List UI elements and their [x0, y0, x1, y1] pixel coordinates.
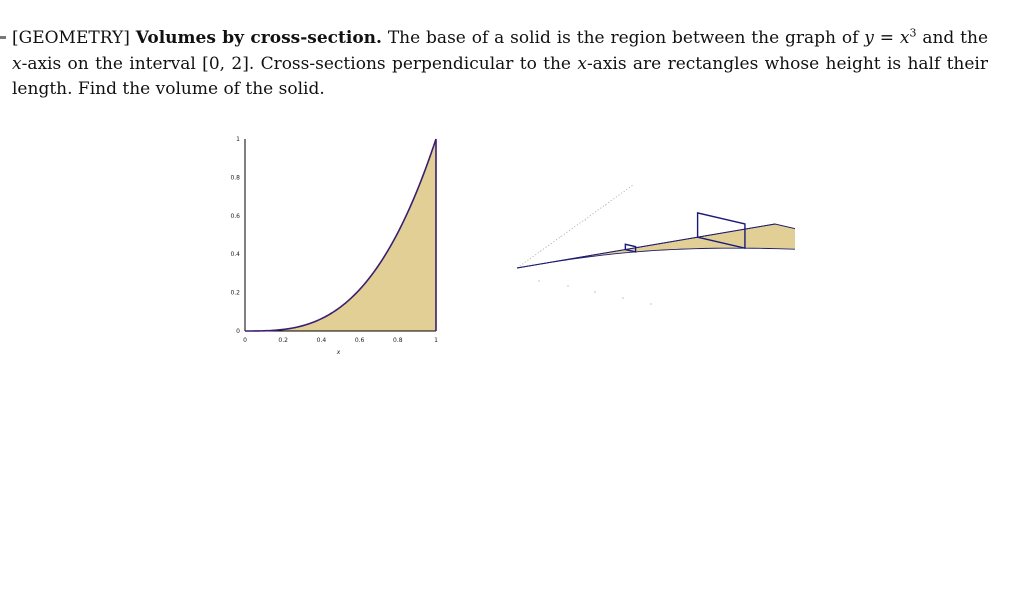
axis-tick-mark [567, 285, 568, 286]
solid-3d-figure [505, 180, 795, 320]
equation-exponent: 3 [909, 26, 917, 40]
shaded-region [245, 139, 436, 331]
problem-sentence-4: -axis are rectangles whose height is half their length. Find the volume of the solid. [12, 53, 988, 99]
back-axis [517, 185, 633, 268]
axis-tick-label: · [585, 218, 587, 223]
x-tick-label: 0.4 [316, 337, 327, 344]
y-tick-label: 0.6 [230, 212, 240, 220]
problem-statement [0, 26, 1000, 103]
problem-tag: [GEOMETRY] [12, 28, 130, 48]
axis-tick-mark [650, 303, 651, 304]
x-tick-label: 0 [243, 337, 247, 344]
problem-heading: Volumes by cross-section. [135, 28, 382, 48]
problem-sentence-3: -axis on the interval [0, 2]. Cross-sections perpendicular to the [21, 53, 571, 74]
solid-3d-svg [505, 180, 795, 320]
axis-tick-label: · [540, 249, 542, 254]
equation-x: x [899, 28, 910, 48]
y-tick-label: 1 [236, 136, 240, 143]
list-marker [0, 36, 6, 39]
area-plot [222, 128, 454, 380]
x-tick-label: 0.2 [278, 337, 288, 344]
x-tick-label: 1 [434, 337, 438, 344]
problem-sentence-1: The base of a solid is the region between the graph of [387, 28, 859, 48]
axis-tick-mark [622, 297, 623, 298]
variable-x: x [12, 53, 22, 74]
y-tick-label: 0 [236, 328, 240, 335]
equation-y: y [864, 28, 874, 48]
problem-text [12, 26, 988, 103]
axis-tick-label: · [605, 203, 607, 208]
plot-svg [222, 128, 454, 380]
x-axis-label: x [336, 349, 341, 356]
y-tick-label: 0.2 [230, 289, 240, 297]
x-tick-label: 0.8 [393, 337, 403, 344]
base-region [517, 224, 795, 268]
y-tick-label: 0.4 [230, 251, 240, 259]
variable-x: x [577, 53, 587, 74]
y-tick-label: 0.8 [230, 174, 240, 182]
x-tick-label: 0.6 [354, 337, 365, 344]
axis-tick-label: · [560, 234, 562, 239]
problem-sentence-2: and the [922, 28, 989, 48]
axis-tick-mark [594, 291, 595, 292]
equation-equals: = [873, 28, 900, 48]
axis-tick-mark [538, 280, 539, 281]
